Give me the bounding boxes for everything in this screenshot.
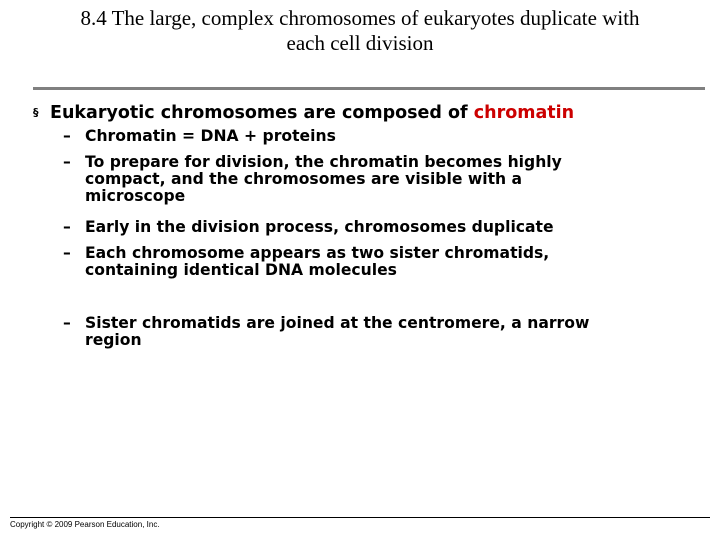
dash-marker: – — [63, 127, 71, 145]
dash-marker: – — [63, 314, 71, 332]
dash-marker: – — [63, 244, 71, 262]
sub-bullet-line: Each chromosome appears as two sister chromatids, — [85, 244, 550, 262]
dash-marker: – — [63, 153, 71, 171]
bullet-marker-icon: § — [33, 106, 39, 119]
sub-bullet-line: To prepare for division, the chromatin becomes highly — [85, 153, 562, 171]
sub-bullet-line: microscope — [85, 187, 186, 205]
footer-divider — [10, 517, 710, 518]
main-bullet-text: Eukaryotic chromosomes are composed of — [50, 103, 474, 123]
sub-bullet-line: Sister chromatids are joined at the centromere, a narrow — [85, 314, 590, 332]
sub-bullet-line: Early in the division process, chromosomes duplicate — [85, 218, 554, 236]
title-divider — [33, 87, 705, 90]
copyright-notice: Copyright © 2009 Pearson Education, Inc. — [10, 520, 160, 529]
title-line-1: 8.4 The large, complex chromosomes of eukaryotes duplicate with — [80, 6, 640, 30]
sub-bullet-line: compact, and the chromosomes are visible with a — [85, 170, 523, 188]
main-bullet-highlight: chromatin — [473, 103, 575, 123]
sub-bullet-line: region — [85, 331, 142, 349]
sub-bullet-3 — [63, 219, 554, 236]
sub-bullet-line: containing identical DNA molecules — [85, 261, 397, 279]
sub-bullet-line: Chromatin = DNA + proteins — [85, 127, 336, 145]
sub-bullet-4 — [63, 245, 549, 279]
sub-bullet-1 — [63, 128, 336, 145]
dash-marker: – — [63, 218, 71, 236]
sub-bullet-5 — [63, 315, 589, 349]
main-bullet — [33, 100, 574, 126]
sub-bullet-2 — [63, 154, 562, 205]
title-line-2: each cell division — [286, 31, 434, 55]
slide-title — [10, 6, 710, 56]
